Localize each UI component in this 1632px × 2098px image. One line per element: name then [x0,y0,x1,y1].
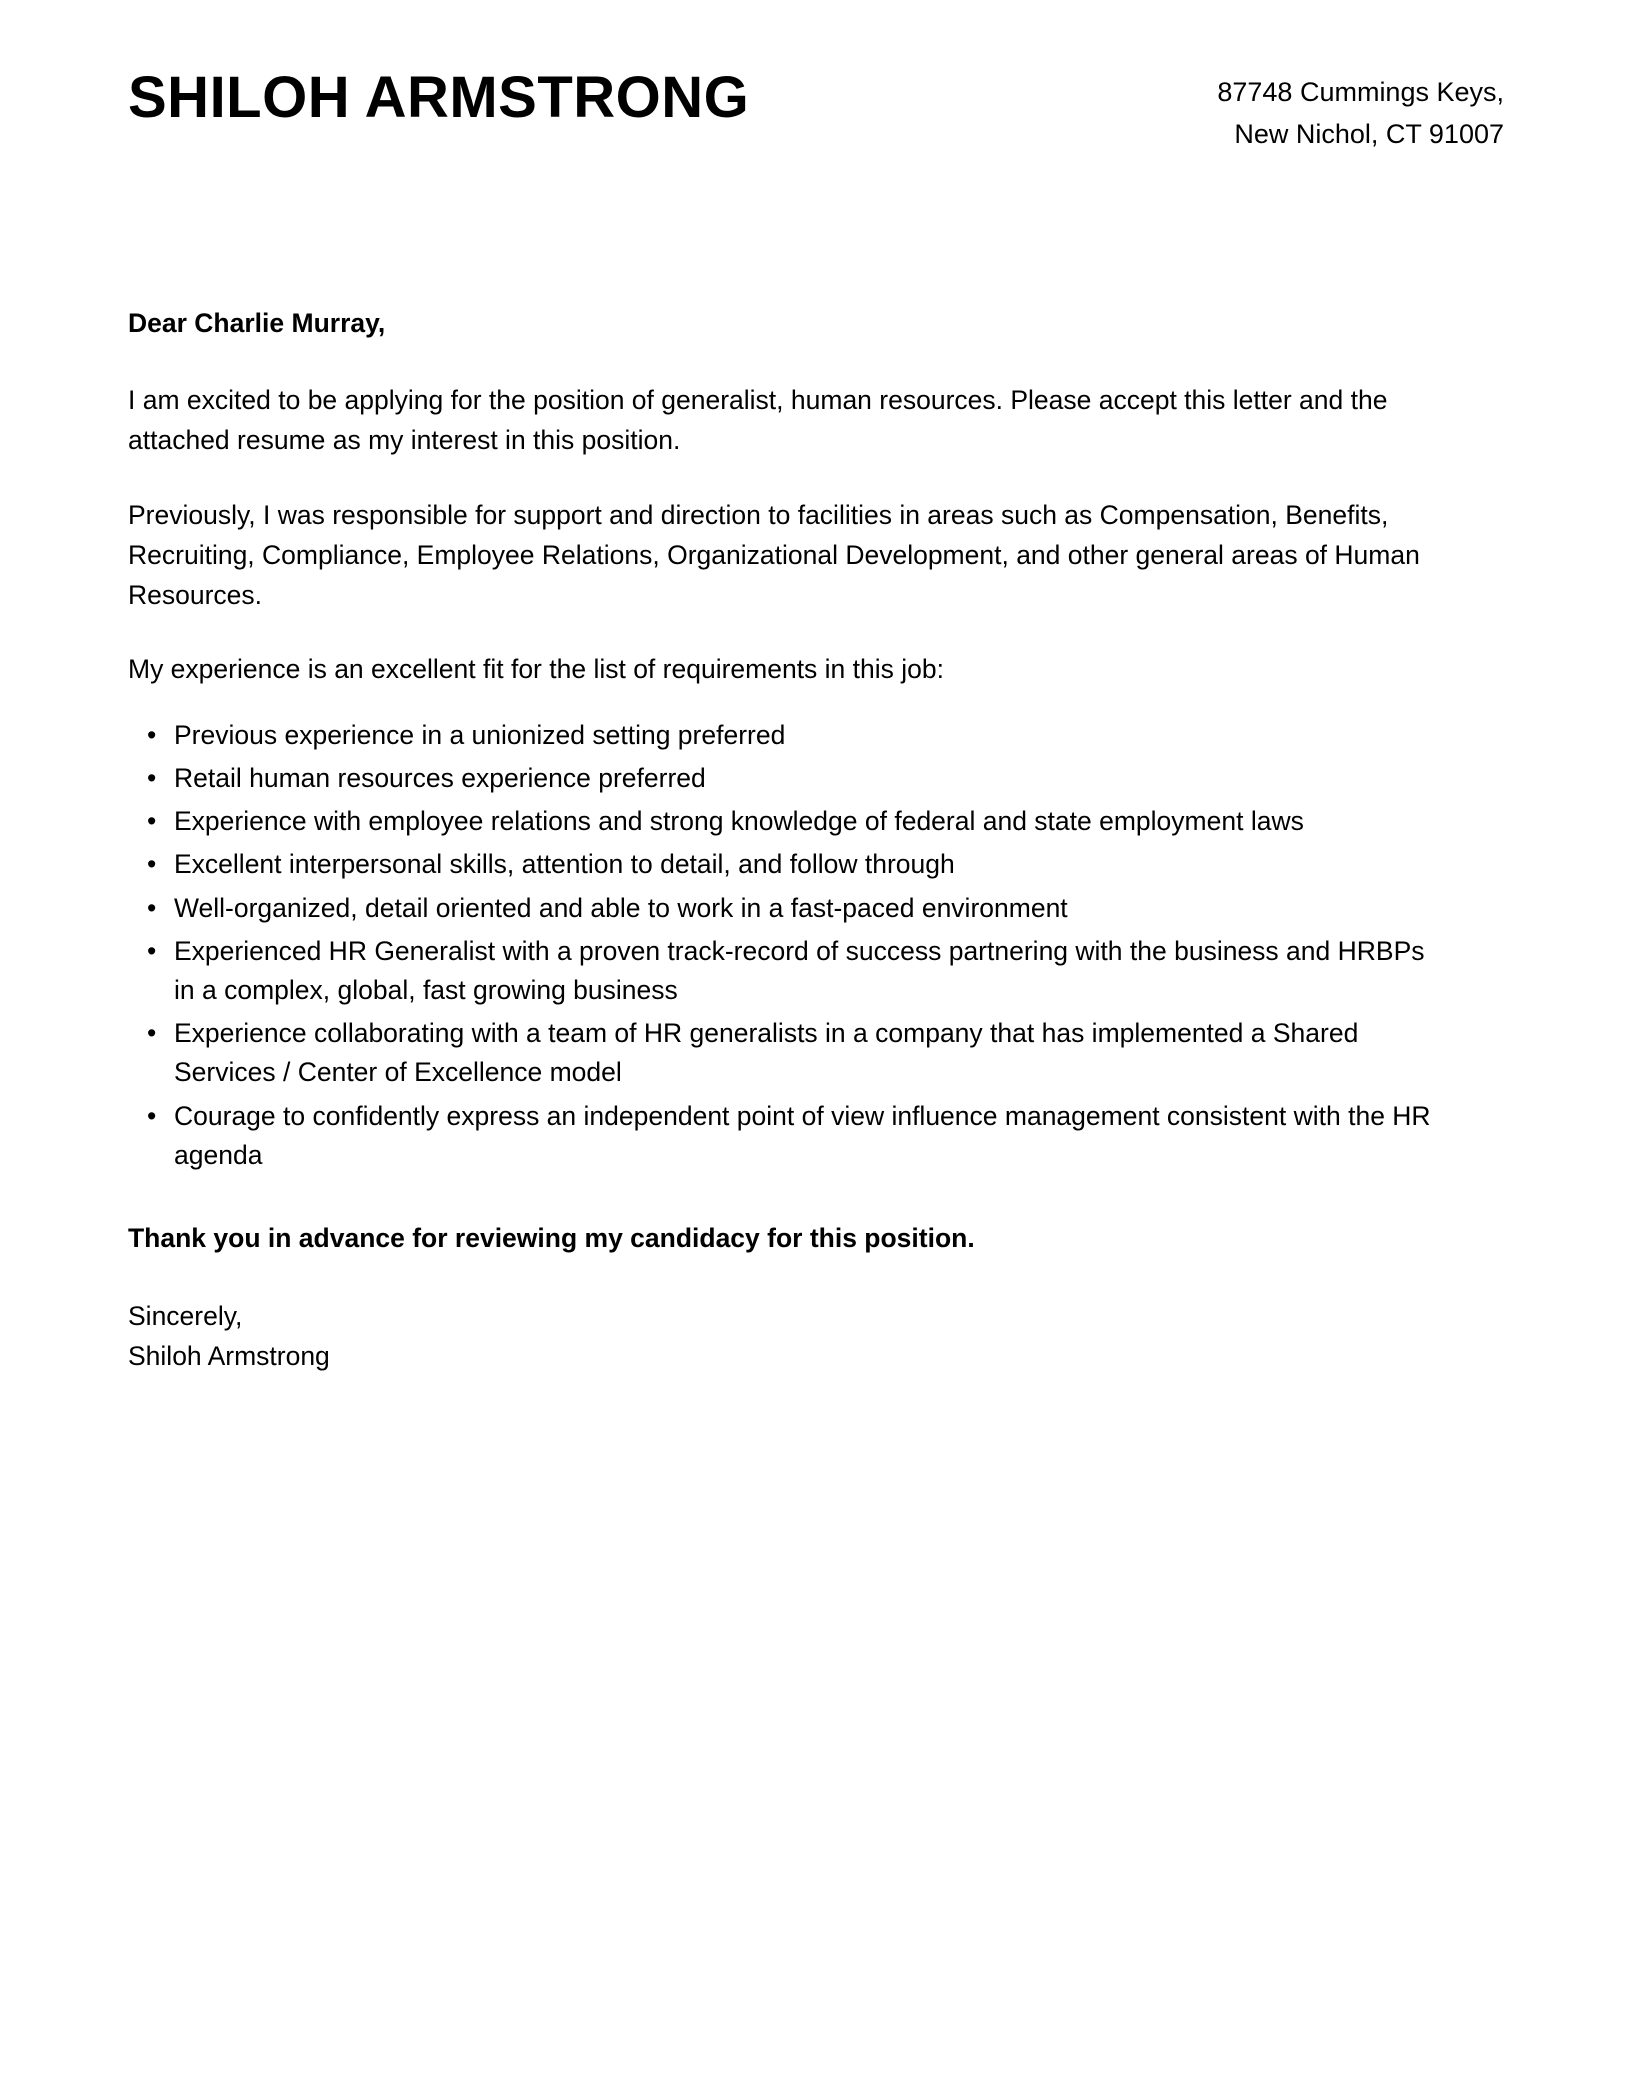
list-item: • Previous experience in a unionized setting preferred [128,716,1438,755]
address-line-2: New Nichol, CT 91007 [1234,118,1504,149]
list-item: • Experience with employee relations and strong knowledge of federal and state employment laws [128,802,1438,841]
list-item: • Experience collaborating with a team of HR generalists in a company that has implemented a Shared Services / Center of Excellence model [128,1014,1438,1092]
address-line-1: 87748 Cummings Keys, [1217,77,1504,107]
salutation: Dear Charlie Murray, [128,307,386,338]
list-item: • Courage to confidently express an independent point of view influence management consistent with the HR agenda [128,1097,1438,1175]
requirements-intro: My experience is an excellent fit for the list of requirements in this job: [128,654,944,685]
body-paragraph-1: I am excited to be applying for the position of generalist, human resources. Please accept this letter and the attached resume as my interest in this position. [128,385,1388,456]
list-item: • Well-organized, detail oriented and able to work in a fast-paced environment [128,889,1438,928]
signature-block [128,1296,1438,1377]
letter-body [128,304,1438,1376]
signoff: Sincerely, [128,1300,243,1331]
applicant-name-heading: SHILOH ARMSTRONG [128,65,750,130]
list-item: • Retail human resources experience preferred [128,759,1438,798]
list-item: • Experienced HR Generalist with a proven track-record of success partnering with the business and HRBPs in a complex, global, fast growing business [128,932,1438,1010]
requirements-list [128,716,1438,1175]
closing-statement: Thank you in advance for reviewing my candidacy for this position. [128,1223,975,1254]
signature-name: Shiloh Armstrong [128,1340,330,1371]
letter-header [128,60,1504,156]
list-item: • Excellent interpersonal skills, attention to detail, and follow through [128,845,1438,884]
sender-address-block [1217,60,1504,156]
body-paragraph-2: Previously, I was responsible for support and direction to facilities in areas such as Compensation, Benefits, Recruiting, Compliance, Employee Relations, Organizational Development, and other general areas of Human Resources. [128,499,1420,611]
